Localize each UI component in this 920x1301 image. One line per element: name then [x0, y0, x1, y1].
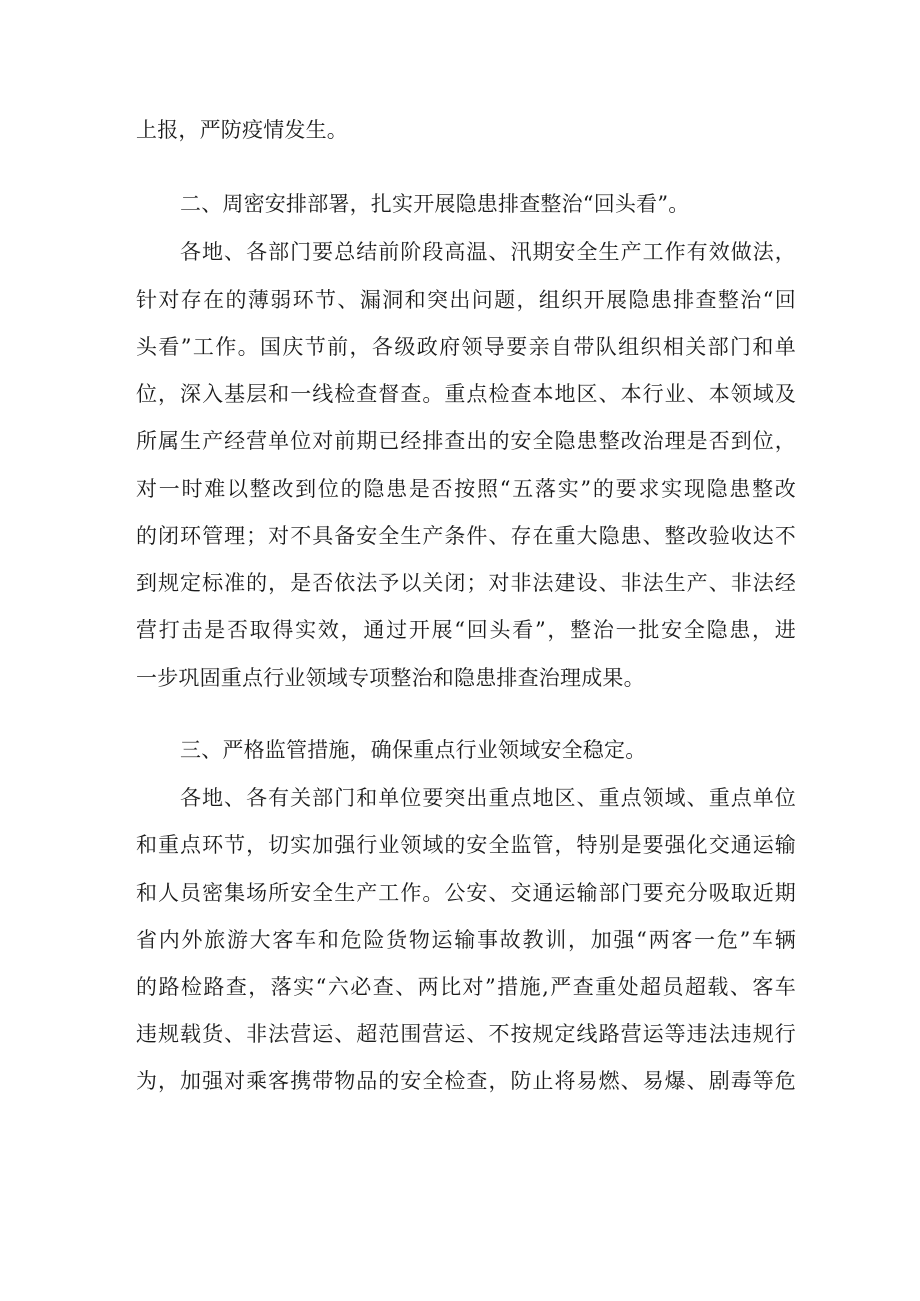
paragraph-line: 违规载货、非法营运、超范围营运、不按规定线路营运等违法违规行 [136, 1022, 796, 1046]
paragraph-line: 的闭环管理；对不具备安全生产条件、存在重大隐患、整改验收达不 [136, 524, 796, 548]
paragraph-line: 省内外旅游大客车和危险货物运输事故教训，加强“两客一危”车辆 [136, 928, 796, 952]
paragraph-line: 上报，严防疫情发生。 [136, 118, 348, 142]
paragraph-line: 一步巩固重点行业领域专项整治和隐患排查治理成果。 [136, 666, 645, 690]
paragraph-line: 针对存在的薄弱环节、漏洞和突出问题，组织开展隐患排查整治“回 [136, 288, 796, 312]
section-heading-3: 三、严格监管措施，确保重点行业领域安全稳定。 [180, 738, 647, 762]
paragraph-line: 为，加强对乘客携带物品的安全检查，防止将易燃、易爆、剧毒等危 [136, 1069, 796, 1093]
paragraph-line: 的路检路查，落实“六必查、两比对”措施,严查重处超员超载、客车 [136, 975, 796, 999]
section-heading-2: 二、周密安排部署，扎实开展隐患排查整治“回头看”。 [180, 192, 690, 216]
paragraph-line: 位，深入基层和一线检查督查。重点检查本地区、本行业、本领域及 [136, 382, 796, 406]
paragraph-line: 和人员密集场所安全生产工作。公安、交通运输部门要充分吸取近期 [136, 881, 796, 905]
paragraph-line: 到规定标准的，是否依法予以关闭；对非法建设、非法生产、非法经 [136, 571, 796, 595]
paragraph-line: 营打击是否取得实效，通过开展“回头看”，整治一批安全隐患，进 [136, 618, 796, 642]
paragraph-line: 对一时难以整改到位的隐患是否按照“五落实”的要求实现隐患整改 [136, 477, 796, 501]
paragraph-line: 头看”工作。国庆节前，各级政府领导要亲自带队组织相关部门和单 [136, 335, 796, 359]
paragraph-line: 各地、各部门要总结前阶段高温、汛期安全生产工作有效做法， [180, 240, 796, 264]
paragraph-line: 和重点环节，切实加强行业领域的安全监管，特别是要强化交通运输 [136, 833, 796, 857]
paragraph-line: 所属生产经营单位对前期已经排查出的安全隐患整改治理是否到位， [136, 429, 796, 453]
paragraph-line: 各地、各有关部门和单位要突出重点地区、重点领域、重点单位 [180, 786, 796, 810]
